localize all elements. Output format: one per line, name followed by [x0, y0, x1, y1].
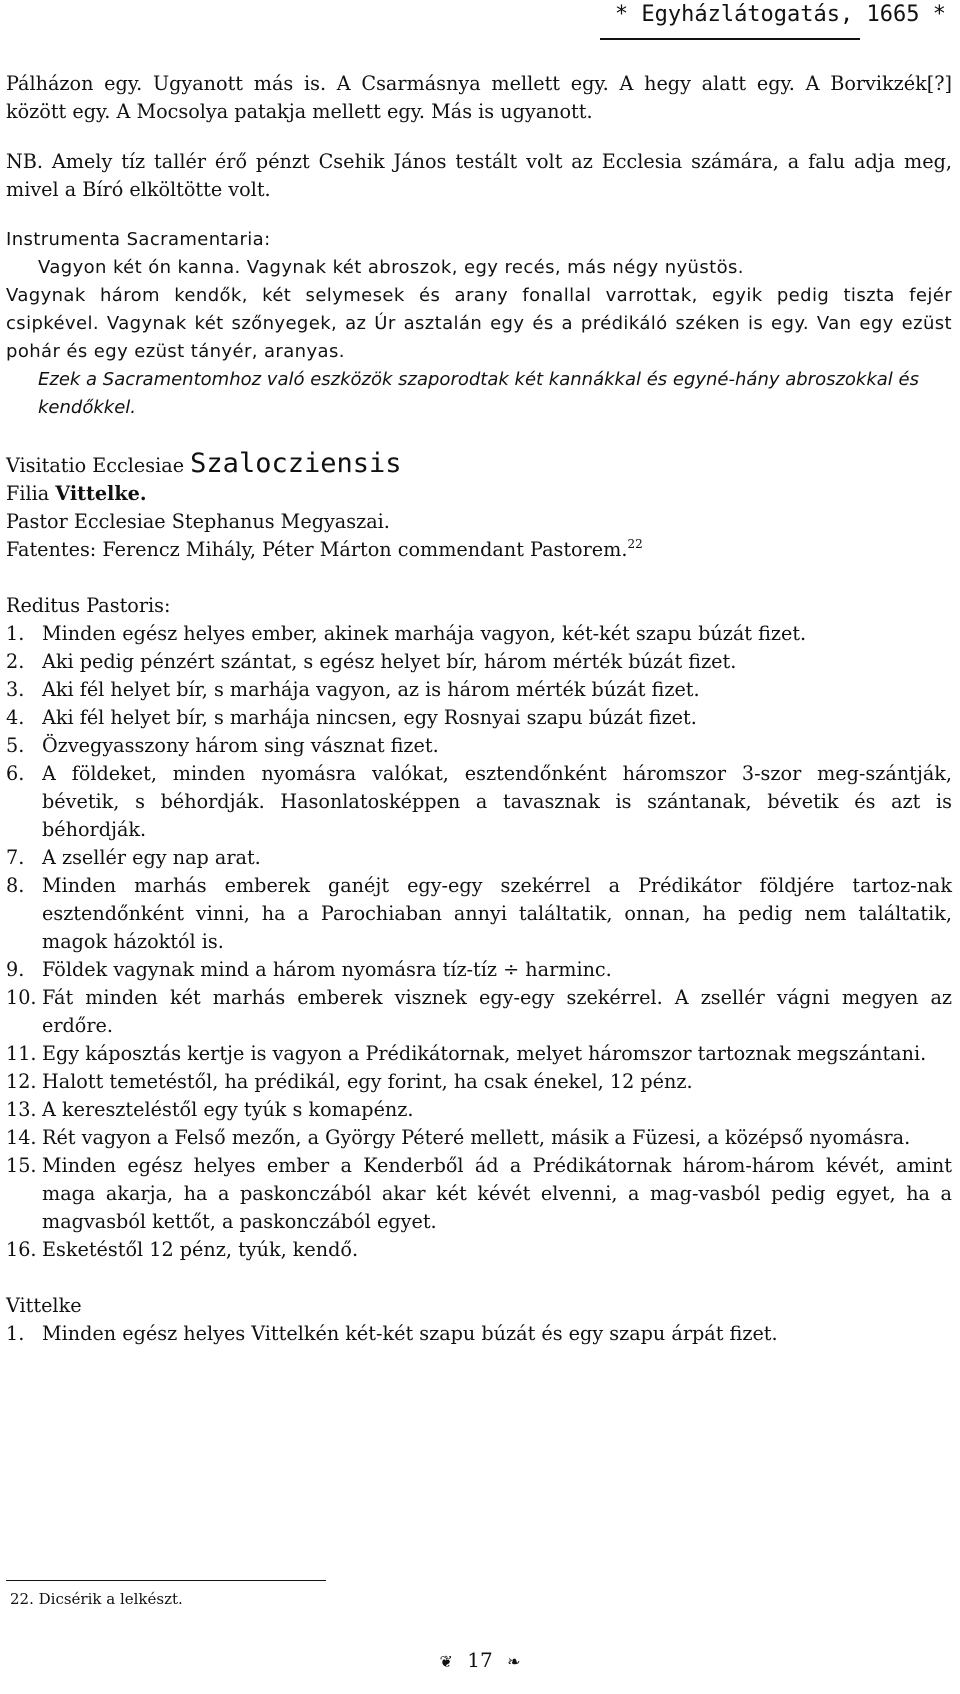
- reditus-list-item: [6, 1068, 952, 1096]
- page-body: [6, 70, 952, 1348]
- list-item-text: A földeket, minden nyomásra valókat, esztendőnként háromszor 3-szor meg-szántják, bévetik, s béhordják. Hasonlatosképpen a tavasznak is szántanak, bévetik és azt is béhordják.: [42, 762, 952, 841]
- reditus-list-item: [6, 956, 952, 984]
- reditus-list-item: [6, 984, 952, 1040]
- list-item-text: A kereszteléstől egy tyúk s komapénz.: [42, 1098, 414, 1121]
- filia-label: Filia: [6, 482, 50, 505]
- vittelke-list-item: [6, 1320, 952, 1348]
- page-footer: [0, 1648, 960, 1672]
- reditus-list-item: [6, 1152, 952, 1236]
- list-item-number: 4.: [6, 706, 25, 729]
- reditus-list-item: [6, 704, 952, 732]
- vittelke-list: [6, 1320, 952, 1348]
- reditus-list-item: [6, 676, 952, 704]
- list-item-text: Fát minden két marhás emberek visznek egy-egy szekérrel. A zsellér vágni megyen az erdőre.: [42, 986, 952, 1037]
- reditus-list-item: [6, 844, 952, 872]
- reditus-list-item: [6, 872, 952, 956]
- list-item-text: Minden marhás emberek ganéjt egy-egy szekérrel a Prédikátor földjére tartoz-nak esztendőnként vinni, ha a Parochiaban annyi találtatik, onnan, ha pedig nem találtatik, magok házoktól is.: [42, 874, 952, 953]
- list-item-number: 10.: [6, 986, 37, 1009]
- list-item-text: Özvegyasszony három sing vásznat fizet.: [42, 734, 439, 757]
- list-item-text: A zsellér egy nap arat.: [42, 846, 261, 869]
- header-title: * Egyházlátogatás, 1665 *: [614, 2, 946, 27]
- instrumenta-italic-note: Ezek a Sacramentomhoz való eszközök szaporodtak két kannákkal és egyné-hány abroszokkal és kendőkkel.: [38, 369, 919, 418]
- ornament-right-icon: ❧: [507, 1652, 521, 1671]
- list-item-number: 16.: [6, 1238, 37, 1261]
- reditus-list-item: [6, 620, 952, 648]
- reditus-list-item: [6, 1236, 952, 1264]
- reditus-list-item: [6, 760, 952, 844]
- pastor-line: Pastor Ecclesiae Stephanus Megyaszai.: [6, 510, 390, 533]
- list-item-number: 6.: [6, 762, 25, 785]
- list-item-text: Aki pedig pénzért szántat, s egész helyet bír, három mérték búzát fizet.: [42, 650, 737, 673]
- vittelke-heading: Vittelke: [6, 1294, 82, 1317]
- footnote-reference[interactable]: 22: [627, 537, 643, 551]
- reditus-list-item: [6, 648, 952, 676]
- list-item-text: Aki fél helyet bír, s marhája nincsen, egy Rosnyai szapu búzát fizet.: [42, 706, 697, 729]
- header-rule: [600, 38, 860, 40]
- reditus-list: [6, 620, 952, 1264]
- list-item-number: 15.: [6, 1154, 37, 1177]
- list-item-number: 2.: [6, 650, 25, 673]
- list-item-text: Minden egész helyes ember a Kenderből ád a Prédikátornak három-három kévét, amint maga akarja, ha a paskonczából akar két kévét elvenni, a mag-vasból pedig egyet, ha a magvasból kettőt, a paskonczából egyet.: [42, 1154, 952, 1233]
- instrumenta-first-line: Vagyon két ón kanna. Vagynak két abroszok, egy recés, más négy nyüstös.: [38, 257, 744, 278]
- list-item-number: 14.: [6, 1126, 37, 1149]
- reditus-list-item: [6, 732, 952, 760]
- list-item-number: 1.: [6, 1322, 25, 1345]
- visitatio-prefix: Visitatio Ecclesiae: [6, 454, 185, 477]
- list-item-number: 1.: [6, 622, 25, 645]
- instrumenta-heading: Instrumenta Sacramentaria:: [6, 229, 271, 250]
- ornament-left-icon: ❦: [439, 1652, 453, 1671]
- reditus-list-item: [6, 1040, 952, 1068]
- list-item-number: 11.: [6, 1042, 37, 1065]
- paragraph-nb: NB. Amely tíz tallér érő pénzt Csehik János testált volt az Ecclesia számára, a falu adja meg, mivel a Bíró elköltötte volt.: [6, 150, 952, 201]
- list-item-text: Minden egész helyes Vittelkén két-két szapu búzát és egy szapu árpát fizet.: [42, 1322, 778, 1345]
- list-item-text: Aki fél helyet bír, s marhája vagyon, az is három mérték búzát fizet.: [42, 678, 700, 701]
- list-item-text: Rét vagyon a Felső mezőn, a György Péteré mellett, másik a Füzesi, a középső nyomásra.: [42, 1126, 911, 1149]
- visitatio-church-name: Szalocziensis: [190, 448, 402, 479]
- list-item-number: 3.: [6, 678, 25, 701]
- page-number: 17: [467, 1648, 493, 1672]
- visitatio-heading: [6, 450, 952, 480]
- list-item-text: Halott temetéstől, ha prédikál, egy forint, ha csak énekel, 12 pénz.: [42, 1070, 693, 1093]
- reditus-list-item: [6, 1096, 952, 1124]
- list-item-number: 13.: [6, 1098, 37, 1121]
- list-item-text: Földek vagynak mind a három nyomásra tíz-tíz ÷ harminc.: [42, 958, 612, 981]
- list-item-text: Egy káposztás kertje is vagyon a Prédikátornak, melyet háromszor tartoznak megszántani.: [42, 1042, 927, 1065]
- list-item-text: Esketéstől 12 pénz, tyúk, kendő.: [42, 1238, 359, 1261]
- fatentes-line: [6, 536, 952, 564]
- list-item-number: 9.: [6, 958, 25, 981]
- instrumenta-body: Vagynak három kendők, két selymesek és arany fonallal varrottak, egyik pedig tiszta fejér csipkével. Vagynak két szőnyegek, az Úr asztalán egy és a prédikáló széken is egy. Van egy ezüst pohár és egy ezüst tányér, aranyas.: [6, 285, 952, 362]
- list-item-number: 8.: [6, 874, 25, 897]
- filia-name: Vittelke.: [55, 482, 147, 505]
- filia-line: [6, 480, 952, 508]
- reditus-list-item: [6, 1124, 952, 1152]
- list-item-number: 5.: [6, 734, 25, 757]
- list-item-number: 7.: [6, 846, 25, 869]
- paragraph-palhazon: Pálházon egy. Ugyanott más is. A Csarmásnya mellett egy. A hegy alatt egy. A Borvikzék[?] között egy. A Mocsolya patakja mellett egy. Más is ugyanott.: [6, 72, 952, 123]
- list-item-number: 12.: [6, 1070, 37, 1093]
- list-item-text: Minden egész helyes ember, akinek marhája vagyon, két-két szapu búzát fizet.: [42, 622, 807, 645]
- footnote-rule: [6, 1580, 326, 1581]
- reditus-heading: Reditus Pastoris:: [6, 594, 171, 617]
- fatentes-text: Fatentes: Ferencz Mihály, Péter Márton commendant Pastorem.: [6, 538, 628, 561]
- footnote-22: 22. Dicsérik a lelkészt.: [10, 1590, 183, 1608]
